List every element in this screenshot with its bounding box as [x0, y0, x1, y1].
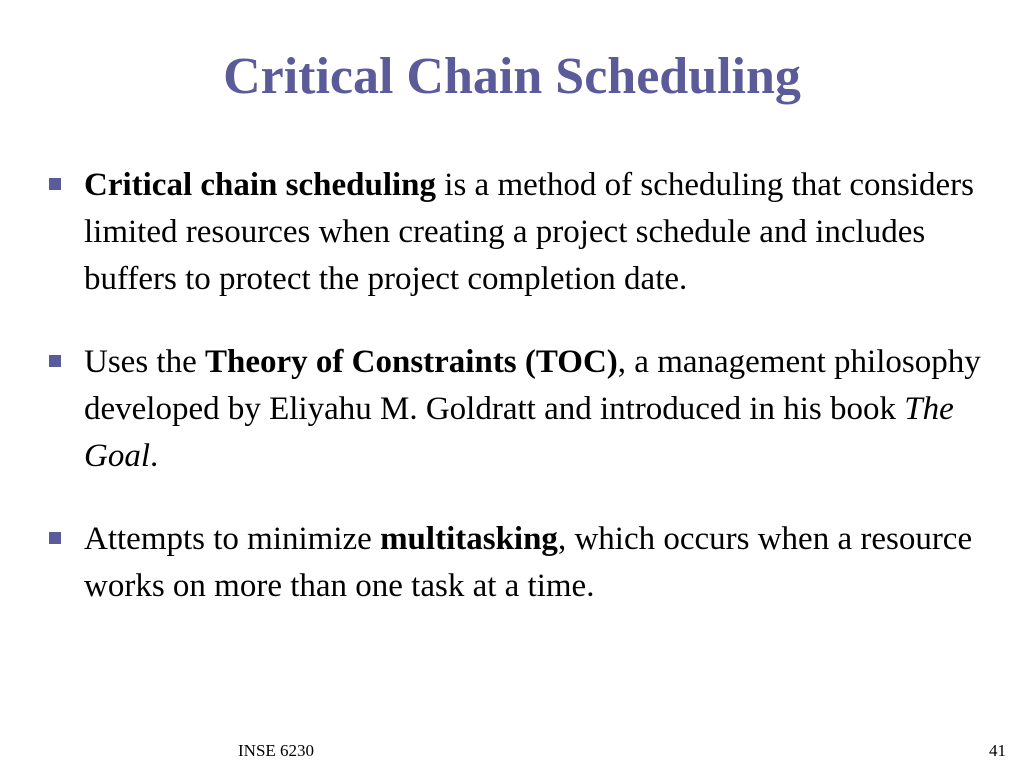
bullet-text: Attempts to minimize [84, 521, 381, 557]
slide-title: Critical Chain Scheduling [223, 48, 801, 105]
bullet-item-definition [0, 162, 1024, 303]
footer-course-code: INSE 6230 [238, 741, 315, 760]
bullet-item-toc [0, 339, 1024, 480]
slide-number: 41 [989, 741, 1006, 760]
bullet-text: . [150, 438, 159, 474]
bullet-text: , which occurs when a resource works on more than one task at a time. [84, 521, 973, 604]
term-theory-of-constraints: Theory of Constraints (TOC) [204, 344, 618, 380]
square-bullet-icon [49, 178, 61, 190]
bullet-text: , a management philosophy developed by Eliyahu M. Goldratt and introduced in his book [84, 344, 981, 427]
bullet-text: is a method of scheduling that considers limited resources when creating a project schedule and includes buffers to protect the project completion date. [84, 167, 975, 297]
term-multitasking: multitasking [380, 521, 558, 557]
bullet-item-multitasking [0, 516, 1024, 610]
book-title-the-goal: The Goal [84, 391, 954, 474]
bullet-text: Uses the [84, 344, 205, 380]
square-bullet-icon [49, 532, 61, 544]
square-bullet-icon [49, 355, 61, 367]
term-critical-chain-scheduling: Critical chain scheduling [84, 167, 437, 203]
bullet-list [0, 162, 1024, 610]
